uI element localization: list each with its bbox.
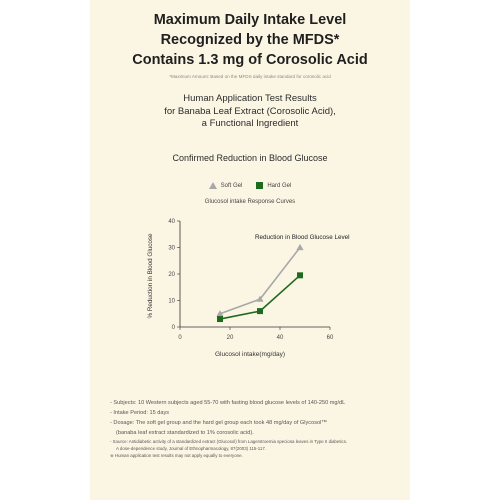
y-tick-label: 0 (171, 325, 175, 331)
series-line-soft-gel (220, 248, 300, 314)
legend-label-hard-gel: Hard Gel (267, 182, 292, 189)
y-tick-label: 10 (168, 298, 175, 305)
chart-series (216, 244, 303, 322)
note-dosage: - Dosage: The soft gel group and the hard gel group each took 48 mg/day of Glycosol™ (110, 420, 327, 426)
x-tick-label: 60 (326, 335, 334, 341)
x-tick-label: 40 (276, 335, 284, 341)
y-axis-label: % Reduction in Blood Glucose (147, 233, 154, 319)
note-source: - Source: Antidiabetic activity of a standardized extract (Glucosol) from Lagerstroemia speciosa leaves in Type II diabetics. (110, 439, 348, 444)
subheading-line-3: a Functional Ingredient (201, 118, 299, 129)
note-dosage-cont: (banaba leaf extract standardized to 1% corosolic acid). (116, 430, 254, 436)
data-point-soft-gel (296, 244, 303, 250)
note-disclaimer: ※ Human application test results may not apply equally to everyone. (110, 453, 243, 458)
subheading-line-1: Human Application Test Results (183, 93, 317, 104)
x-tick-label: 0 (178, 335, 182, 341)
note-subjects: - Subjects: 10 Western subjects aged 55-70 with fasting blood glucose levels of 140-250 mg/dL (110, 400, 346, 406)
note-study: A dose-dependence study, Journal of Ethnopharmacology, 87(2003) 115-117. (116, 446, 267, 451)
section-title: Confirmed Reduction in Blood Glucose (172, 153, 328, 163)
chart-title: Glucosol intake Response Curves (204, 199, 296, 205)
subheading-line-2: for Banaba Leaf Extract (Corosolic Acid), (164, 105, 336, 117)
data-point-hard-gel (217, 316, 223, 322)
chart-annotation: Reduction in Blood Glucose Level (255, 234, 350, 241)
y-tick-label: 40 (168, 219, 175, 225)
note-period: - Intake Period: 15 days (110, 410, 170, 416)
data-point-hard-gel (297, 272, 303, 278)
study-notes (110, 398, 400, 459)
data-point-hard-gel (257, 308, 263, 314)
x-axis-label: Glucosol intake(mg/day) (214, 351, 286, 358)
headline-line-3: Contains 1.3 mg of Corosolic Acid (132, 52, 368, 68)
y-tick-label: 30 (168, 245, 175, 252)
headline-line-1: Maximum Daily Intake Level (153, 12, 347, 28)
footnote-top: *Maximum Amount: Based on the MFDS daily intake standard for corosolic acid (169, 74, 331, 79)
legend-label-soft-gel: Soft Gel (220, 182, 243, 189)
y-tick-label: 20 (168, 272, 175, 278)
headline-line-2: Recognized by the MFDS* (160, 32, 340, 48)
x-tick-label: 20 (226, 335, 234, 341)
